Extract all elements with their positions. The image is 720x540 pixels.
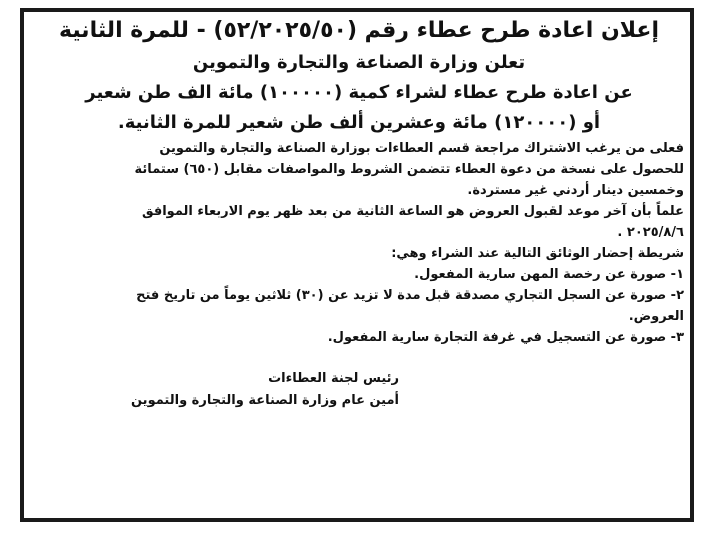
document-item-2: ٢- صورة عن السجل التجاري مصدقة قبل مدة لا تزيد عن (٣٠) ثلاثين يوماً من تاريخ فتح [136,288,684,303]
ministry-line: تعلن وزارة الصناعة والتجارة والتموين [192,52,526,73]
document-item-1: ١- صورة عن رخصة المهن سارية المفعول. [414,267,684,282]
subject-line-2: أو (١٢٠٠٠٠) مائة وعشرين ألف طن شعير للمرة الثانية. [117,112,601,133]
body-line: للحصول على نسخة من دعوة العطاء تتضمن الشروط والمواصفات مقابل (٦٥٠) ستمائة [134,162,684,177]
documents-heading: شريطة إحضار الوثائق التالية عند الشراء وهي: [391,246,684,261]
deadline-date: ٢٠٢٥/٨/٦ . [617,225,684,240]
subject-line-1: عن اعادة طرح عطاء لشراء كمية (١٠٠٠٠٠) مائة الف طن شعير [85,82,633,103]
deadline-line: علماً بأن آخر موعد لقبول العروض هو الساعة الثانية من بعد ظهر يوم الاربعاء الموافق [142,204,684,219]
signature-name: أمين عام وزارة الصناعة والتجارة والتموين [130,393,399,408]
body-line: فعلى من يرغب الاشتراك مراجعة قسم العطاءات بوزارة الصناعة والتجارة والتموين [159,141,684,156]
signature-title: رئيس لجنة العطاءات [268,371,399,386]
document-item-2-continued: العروض. [628,309,684,324]
announcement-title: إعلان اعادة طرح عطاء رقم (٥٢/٢٠٢٥/٥٠) - للمرة الثانية [58,18,659,43]
announcement-content [34,14,684,412]
spacer [34,348,684,368]
body-line: وخمسين دينار أردني غير مستردة. [467,183,684,198]
document-item-3: ٣- صورة عن التسجيل في غرفة التجارة سارية المفعول. [327,330,684,345]
